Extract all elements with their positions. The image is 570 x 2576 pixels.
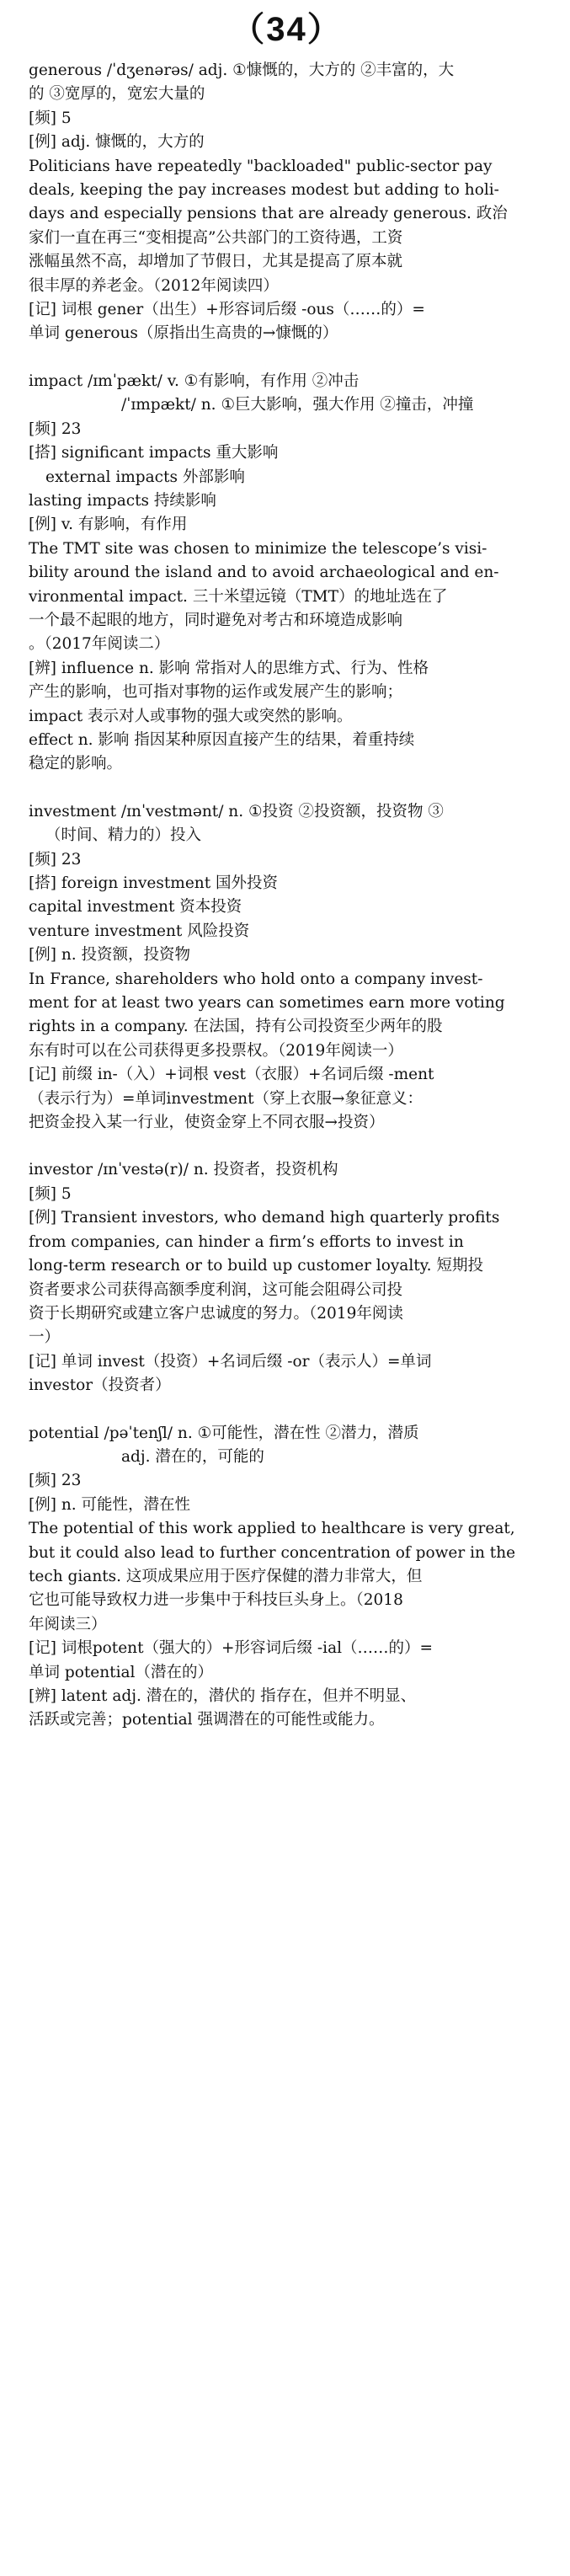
entry (29, 59, 545, 346)
entry-line: [记] 词根potent（强大的）+形容词后缀 -ial（……的）= (29, 1639, 434, 1658)
entry-headword-line: generous /ˈdʒenərəs/ adj. ①慷慨的，大方的 ②丰富的，大 (29, 61, 455, 79)
entry-headword-line: impact /ɪmˈpækt/ v. ①有影响，有作用 ②冲击 (29, 371, 360, 390)
entry-line: but it could also lead to further concentration of power in the (29, 1543, 516, 1562)
entry-line: （表示行为）=单词investment（穿上衣服→象征意义： (29, 1089, 424, 1108)
entry-line: [搭] foreign investment 国外投资 (29, 874, 279, 892)
entry-line: [频] 23 (29, 1472, 82, 1490)
entry-line: deals, keeping the pay increases modest but adding to holi- (29, 181, 499, 200)
entry-line: [例] v. 有影响，有作用 (29, 516, 188, 534)
entry-line: [辨] influence n. 影响 常指对人的思维方式、行为、性格 (29, 659, 429, 677)
entry-headword-line: potential /pəˈtenʃl/ n. ①可能性，潜在性 ②潜力，潜质 (29, 1424, 419, 1442)
entry-line: 资者要求公司获得高额季度利润，这可能会阻碍公司投 (29, 1280, 403, 1299)
entry (29, 1158, 545, 1398)
entry-line: [例] n. 可能性，潜在性 (29, 1495, 190, 1514)
entry-line: [辨] latent adj. 潜在的，潜伏的 指存在，但并不明显、 (29, 1687, 417, 1705)
entry-line: 产生的影响，也可指对事物的运作或发展产生的影响； (29, 683, 403, 702)
entry-line: /ˈɪmpækt/ n. ①巨大影响，强大作用 ②撞击，冲撞 (121, 396, 474, 414)
entry-line: 的 ③宽厚的，宽宏大量的 (29, 85, 205, 104)
entry-line: 涨幅虽然不高，却增加了节假日，尤其是提高了原本就 (29, 253, 403, 271)
entry-line: 很丰厚的养老金。（2012年阅读四） (29, 276, 279, 295)
entry-line: [例] n. 投资额，投资物 (29, 946, 190, 965)
entry-line: impact 表示对人或事物的强大或突然的影响。 (29, 707, 353, 725)
entry-line: 东有时可以在公司获得更多投票权。（2019年阅读一） (29, 1041, 403, 1060)
entry-line: capital investment 资本投资 (29, 898, 242, 917)
entry-line: rights in a company. 在法国，持有公司投资至少两年的股 (29, 1018, 443, 1036)
entry-line: [记] 前缀 in-（入）+词根 vest（衣服）+名词后缀 -ment (29, 1066, 434, 1084)
entry-line: days and especially pensions that are already generous. 政治 (29, 205, 508, 223)
entry-line: [搭] significant impacts 重大影响 (29, 444, 279, 462)
entry-line: vironmental impact. 三十米望远镜（TMT）的地址选在了 (29, 587, 448, 606)
entry-line: 一个最不起眼的地方，同时避免对考古和环境造成影响 (29, 611, 403, 629)
entry-line: [例] Transient investors, who demand high quarterly profits (29, 1209, 500, 1227)
entry-line: tech giants. 这项成果应用于医疗保健的潜力非常大，但 (29, 1567, 423, 1585)
entry-line: adj. 潜在的，可能的 (121, 1447, 264, 1466)
entry-line: The potential of this work applied to healthcare is very great, (29, 1520, 515, 1538)
entry-line: 年阅读三） (29, 1615, 107, 1633)
entry-line: 单词 generous（原指出生高贵的→慷慨的） (29, 324, 338, 343)
entry-line: long-term research or to build up customer loyalty. 短期投 (29, 1257, 483, 1275)
entry-line: effect n. 影响 指因某种原因直接产生的结果，着重持续 (29, 730, 415, 749)
entry-line: 资于长期研究或建立客户忠诚度的努力。（2019年阅读 (29, 1304, 403, 1323)
entry (29, 800, 545, 1136)
entry-line: 把资金投入某一行业，使资金穿上不同衣服→投资） (29, 1114, 385, 1132)
entry-line: 一） (29, 1328, 61, 1347)
entry-line: 。（2017年阅读二） (29, 635, 170, 654)
entry-line: 活跃或完善；potential 强调潜在的可能性或能力。 (29, 1711, 385, 1729)
entry-line: In France, shareholders who hold onto a company invest- (29, 970, 483, 988)
entry-line: [频] 5 (29, 1184, 72, 1203)
entry-list (29, 59, 545, 1733)
entry-headword-line: investment /ɪnˈvestmənt/ n. ①投资 ②投资额，投资物 ③ (29, 802, 444, 820)
entry-line: [例] adj. 慷慨的，大方的 (29, 133, 205, 152)
entry-line: bility around the island and to avoid archaeological and en- (29, 564, 499, 582)
page-number: （34） (231, 11, 343, 48)
entry (29, 370, 545, 777)
entry-line: [频] 23 (29, 850, 82, 868)
entry-line: 它也可能导致权力进一步集中于科技巨头身上。（2018 (29, 1591, 403, 1610)
entry-line: 稳定的影响。 (29, 755, 123, 773)
entry-line: venture investment 风险投资 (29, 922, 250, 940)
entry-line: external impacts 外部影响 (45, 468, 245, 486)
entry-line: [频] 5 (29, 109, 72, 127)
entry-line: [记] 单词 invest（投资）+名词后缀 -or（表示人）=单词 (29, 1352, 432, 1371)
entry-line: 家们一直在再三“变相提高”公共部门的工资待遇，工资 (29, 228, 403, 247)
entry-line: （时间、精力的）投入 (45, 826, 202, 845)
entry-line: investor（投资者） (29, 1376, 171, 1395)
entry-line: [频] 23 (29, 420, 82, 438)
entry-line: 单词 potential（潜在的） (29, 1663, 213, 1681)
entry (29, 1422, 545, 1733)
entry-line: Politicians have repeatedly "backloaded" public-sector pay (29, 157, 493, 175)
entry-line: from companies, can hinder a firm’s efforts to invest in (29, 1232, 464, 1251)
entry-line: The TMT site was chosen to minimize the telescope’s visi- (29, 539, 487, 558)
entry-line: ment for at least two years can sometimes earn more voting (29, 994, 505, 1013)
entry-line: [记] 词根 gener（出生）+形容词后缀 -ous（……的）= (29, 301, 425, 319)
entry-headword-line: investor /ɪnˈvestə(r)/ n. 投资者，投资机构 (29, 1161, 338, 1179)
entry-line: lasting impacts 持续影响 (29, 491, 216, 510)
